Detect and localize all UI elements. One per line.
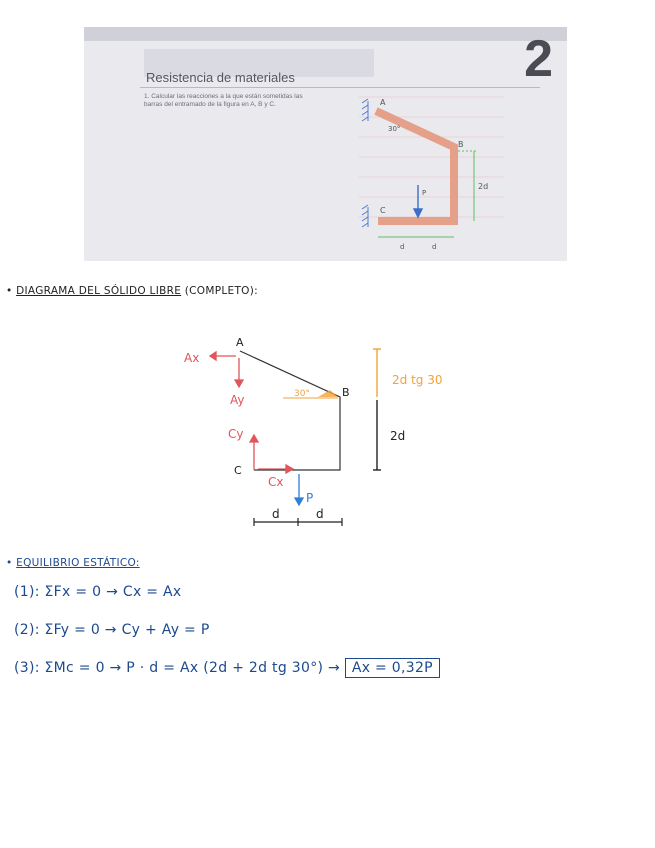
problem-statement: 1. Calcular las reacciones a la que están sometidas las barras del entramado de la figura en A, B y C. <box>144 93 303 108</box>
equation-2 <box>14 622 210 638</box>
equation-3-label: (3): <box>14 660 40 676</box>
label-2d-photo: 2d <box>478 182 489 191</box>
label-a: A <box>236 336 244 349</box>
fbd-heading-text: DIAGRAMA DEL SÓLIDO LIBRE <box>16 285 182 297</box>
equation-2-text: ΣFy = 0 → Cy + Ay = P <box>44 622 210 638</box>
label-c: C <box>234 464 242 477</box>
label-cy: Cy <box>228 427 244 441</box>
label-p: P <box>306 491 314 505</box>
equation-3-result: Ax = 0,32P <box>345 658 440 678</box>
ax-arrow <box>210 352 236 360</box>
equation-2-label: (2): <box>14 622 40 638</box>
label-dim-bottom: 2d <box>390 429 406 443</box>
problem-photo <box>84 27 567 261</box>
equilibrium-heading-text: EQUILIBRIO ESTÁTICO: <box>16 557 140 569</box>
label-angle-photo: 30° <box>388 125 401 133</box>
label-b-photo: B <box>458 140 464 149</box>
book-title: Resistencia de materiales <box>146 70 295 85</box>
dimension-horizontal-line <box>254 518 342 526</box>
problem-figure <box>84 27 567 261</box>
label-a-photo: A <box>380 98 386 107</box>
label-angle: 30° <box>294 389 310 399</box>
equation-3-text: ΣMc = 0 → P · d = Ax (2d + 2d tg 30°) → <box>44 660 341 676</box>
label-c-photo: C <box>380 206 386 215</box>
load-arrow-photo <box>414 185 422 217</box>
angle-hatch <box>318 390 338 397</box>
dimension-bottom-line <box>373 400 381 470</box>
section-heading-equilibrium: • EQUILIBRIO ESTÁTICO: <box>6 557 140 569</box>
support-hatch-c <box>362 205 368 227</box>
cy-arrow <box>250 435 258 470</box>
label-d1: d <box>272 507 280 521</box>
support-hatch-a <box>362 99 368 121</box>
label-p-photo: P <box>422 189 427 197</box>
cx-arrow <box>258 465 293 473</box>
label-cx: Cx <box>268 475 284 489</box>
equation-1-label: (1): <box>14 584 40 600</box>
ay-arrow <box>235 358 243 387</box>
label-d2: d <box>316 507 324 521</box>
frame-structure <box>240 351 340 470</box>
label-ax: Ax <box>184 351 200 365</box>
p-arrow <box>295 474 303 505</box>
label-b: B <box>342 386 350 399</box>
dimension-2d <box>458 151 476 221</box>
section-heading-fbd: • DIAGRAMA DEL SÓLIDO LIBRE (COMPLETO): <box>6 285 258 297</box>
dimension-top-line <box>373 349 381 397</box>
page-number: 2 <box>524 30 553 88</box>
equation-1 <box>14 584 182 600</box>
equation-1-text: ΣFx = 0 → Cx = Ax <box>44 584 182 600</box>
equation-3 <box>14 660 440 676</box>
label-d2-photo: d <box>432 243 437 251</box>
fbd-heading-note: (COMPLETO): <box>184 285 258 297</box>
label-ay: Ay <box>230 393 245 407</box>
label-dim-top: 2d tg 30 <box>392 373 443 387</box>
label-d1-photo: d <box>400 243 405 251</box>
